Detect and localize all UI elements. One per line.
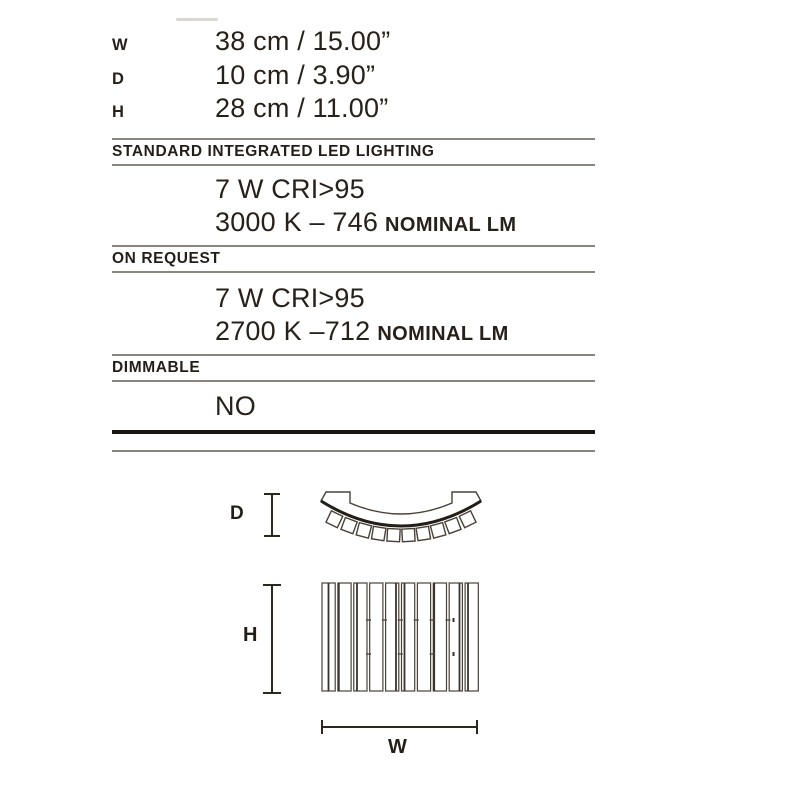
height-dimension-line	[263, 585, 281, 693]
front-view-slats	[322, 583, 478, 691]
standard-led-line2-suffix: NOMINAL LM	[385, 214, 517, 236]
standard-led-line2	[215, 207, 595, 238]
dimension-row-depth	[112, 60, 595, 94]
drawing-height-label: H	[243, 624, 258, 646]
divider-rule	[112, 271, 595, 273]
divider-rule	[112, 354, 595, 356]
dimmable-value: NO	[215, 391, 256, 421]
dimension-row-height	[112, 93, 595, 127]
on-request-line2-main: 2700 K –712	[215, 316, 371, 346]
on-request-line2	[215, 316, 595, 347]
dimension-value-d: 10 cm / 3.90”	[215, 59, 376, 90]
on-request-line2-suffix: NOMINAL LM	[377, 323, 509, 345]
dimension-value-h: 28 cm / 11.00”	[215, 93, 389, 123]
drawing-depth-label: D	[230, 503, 244, 524]
dimension-row-width	[112, 26, 595, 60]
width-dimension-line	[322, 720, 477, 734]
depth-dimension-line	[264, 494, 280, 536]
cropped-artifact-dash	[176, 18, 218, 21]
front-view-drawing	[322, 583, 478, 691]
divider-rule	[112, 380, 595, 382]
divider-rule	[112, 164, 595, 166]
section-title-dimmable: DIMMABLE	[112, 359, 201, 376]
drawing-width-label: W	[388, 736, 407, 758]
dimension-label-h: H	[112, 103, 125, 121]
section-title-on-request: ON REQUEST	[112, 250, 221, 267]
dimension-label-d: D	[112, 69, 125, 88]
on-request-line1: 7 W CRI>95	[215, 283, 365, 313]
dimension-value-w: 38 cm / 15.00”	[215, 26, 391, 56]
divider-rule	[112, 245, 595, 247]
standard-led-line1: 7 W CRI>95	[215, 174, 365, 204]
section-title-standard-led: STANDARD INTEGRATED LED LIGHTING	[112, 143, 435, 160]
divider-rule	[112, 138, 595, 140]
dimension-label-w: W	[112, 36, 129, 54]
section-end-rule	[112, 430, 595, 434]
divider-rule	[112, 450, 595, 452]
dimensions-table	[112, 26, 595, 127]
top-view-drawing	[321, 492, 481, 542]
standard-led-line2-main: 3000 K – 746	[215, 207, 379, 237]
technical-drawing	[220, 460, 530, 790]
